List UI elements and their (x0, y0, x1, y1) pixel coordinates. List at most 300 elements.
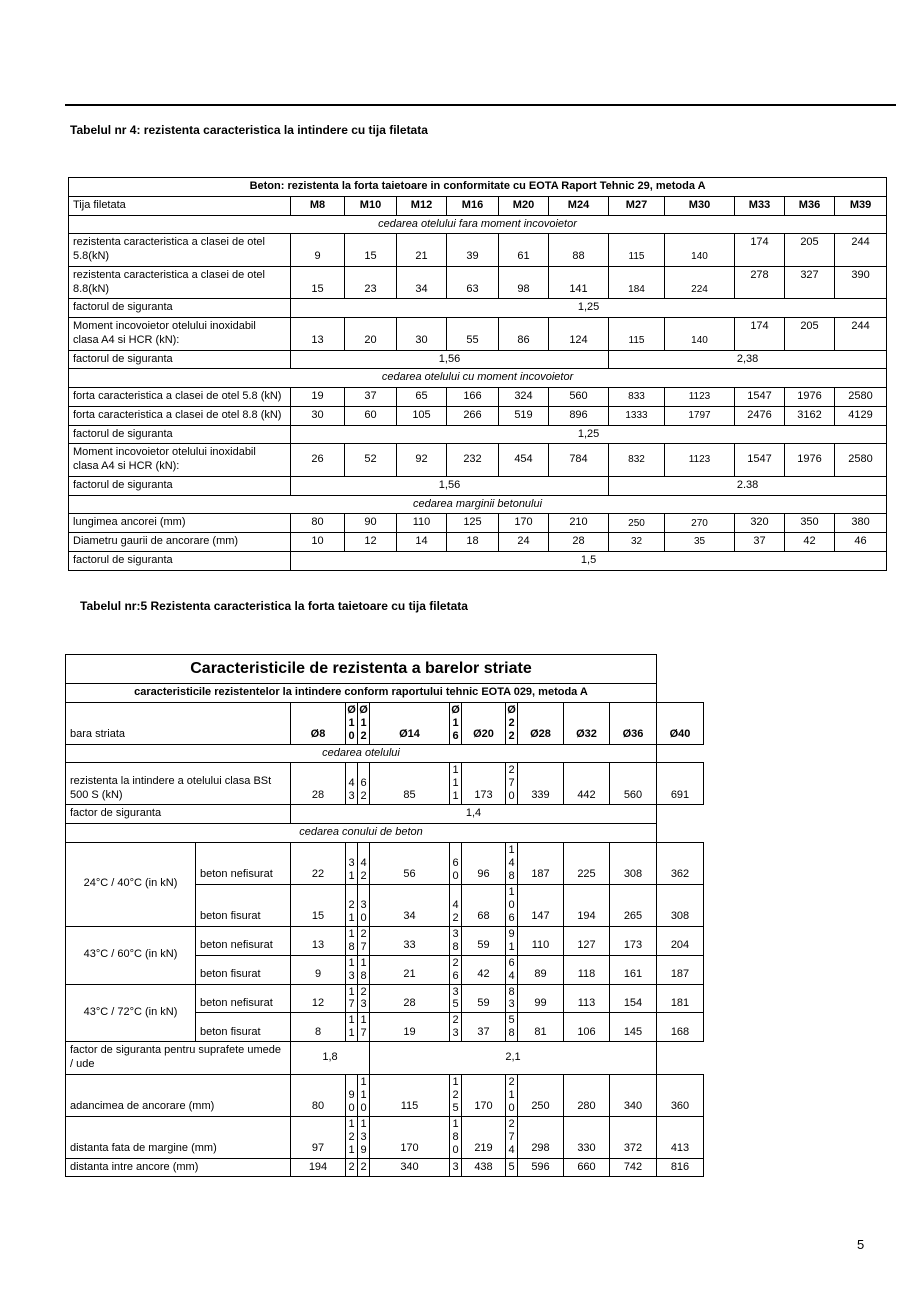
value-cell: 39 (447, 234, 499, 267)
row-label: distanta fata de margine (mm) (66, 1116, 291, 1158)
value-cell: 2,38 (609, 350, 887, 369)
value-cell: 140 (665, 318, 735, 351)
value-cell: 8 (291, 1013, 346, 1042)
value-cell: 1,56 (291, 476, 609, 495)
table-row (69, 406, 887, 425)
column-header: Ø40 (657, 702, 704, 744)
value-cell: 30 (291, 406, 345, 425)
value-cell: 1,25 (291, 299, 887, 318)
value-cell: 115 (609, 234, 665, 267)
value-cell: 784 (549, 444, 609, 477)
value-cell: 32 (609, 533, 665, 552)
value-cell: 141 (549, 266, 609, 299)
row-label: factor de siguranta (66, 805, 291, 824)
row-label: rezistenta caracteristica a clasei de otel 8.8(kN) (69, 266, 291, 299)
value-cell: 12 (345, 533, 397, 552)
value-cell: 274 (506, 1116, 518, 1158)
value-cell: 1,5 (291, 551, 887, 570)
value-cell: 42 (785, 533, 835, 552)
row-label: factor de siguranta pentru suprafete umede / ude (66, 1042, 291, 1075)
value-cell: 161 (610, 955, 657, 984)
value-cell: 170 (499, 514, 549, 533)
value-cell: 205 (785, 234, 835, 267)
value-cell: 173 (462, 763, 506, 805)
value-cell: 42 (450, 884, 462, 926)
value-cell: 13 (291, 318, 345, 351)
value-cell: 14 (397, 533, 447, 552)
row-label: beton fisurat (196, 884, 291, 926)
value-cell: 187 (518, 842, 564, 884)
value-cell: 194 (291, 1158, 346, 1177)
value-cell: 308 (610, 842, 657, 884)
spacer-cell (657, 1042, 704, 1075)
value-cell: 37 (462, 1013, 506, 1042)
table-row (69, 369, 887, 388)
value-cell: 43 (346, 763, 358, 805)
value-cell: 62 (358, 763, 370, 805)
table-row (69, 388, 887, 407)
spacer-cell (657, 805, 704, 824)
value-cell: 2580 (835, 444, 887, 477)
value-cell: 42 (462, 955, 506, 984)
value-cell: 896 (549, 406, 609, 425)
table-row (66, 926, 704, 955)
value-cell: 3 (450, 1158, 462, 1177)
table-row (66, 684, 704, 703)
value-cell: 34 (370, 884, 450, 926)
table-subtitle: caracteristicile rezistentelor la intindere conform raportului tehnic EOTA 029, metoda A (66, 684, 657, 703)
value-cell: 99 (518, 984, 564, 1013)
value-cell: 88 (549, 234, 609, 267)
value-cell: 1976 (785, 444, 835, 477)
value-cell: 125 (450, 1074, 462, 1116)
table5-caption: Tabelul nr:5 Rezistenta caracteristica la forta taietoare cu tija filetata (80, 599, 468, 613)
value-cell: 24 (499, 533, 549, 552)
value-cell: 28 (291, 763, 346, 805)
value-cell: 596 (518, 1158, 564, 1177)
value-cell: 91 (506, 926, 518, 955)
value-cell: 265 (610, 884, 657, 926)
value-cell: 1,4 (291, 805, 657, 824)
row-label: rezistenta caracteristica a clasei de otel 5.8(kN) (69, 234, 291, 267)
value-cell: 64 (506, 955, 518, 984)
value-cell: 205 (785, 318, 835, 351)
value-cell: 18 (358, 955, 370, 984)
row-group-label: 24°C / 40°C (in kN) (66, 842, 196, 926)
value-cell: 127 (564, 926, 610, 955)
value-cell: 280 (564, 1074, 610, 1116)
value-cell: 691 (657, 763, 704, 805)
value-cell: 23 (358, 984, 370, 1013)
column-header: Ø14 (370, 702, 450, 744)
value-cell: 1,25 (291, 425, 887, 444)
section-header: cedarea otelului fara moment incovoietor (69, 215, 887, 234)
column-header: M39 (835, 196, 887, 215)
value-cell: 442 (564, 763, 610, 805)
table-row (69, 266, 887, 299)
value-cell: 17 (346, 984, 358, 1013)
value-cell: 270 (506, 763, 518, 805)
value-cell: 139 (358, 1116, 370, 1158)
table-row (69, 551, 887, 570)
value-cell: 98 (499, 266, 549, 299)
value-cell: 55 (447, 318, 499, 351)
value-cell: 154 (610, 984, 657, 1013)
value-cell: 390 (835, 266, 887, 299)
value-cell: 22 (291, 842, 346, 884)
value-cell: 31 (346, 842, 358, 884)
row-label: forta caracteristica a clasei de otel 5.8 (kN) (69, 388, 291, 407)
row-label: factorul de siguranta (69, 350, 291, 369)
table-row (66, 702, 704, 744)
table-title: Beton: rezistenta la forta taietoare in conformitate cu EOTA Raport Tehnic 29, metoda A (69, 178, 887, 197)
value-cell: 324 (499, 388, 549, 407)
row-label: distanta intre ancore (mm) (66, 1158, 291, 1177)
row-group-label: 43°C / 72°C (in kN) (66, 984, 196, 1042)
value-cell: 30 (358, 884, 370, 926)
value-cell: 320 (735, 514, 785, 533)
value-cell: 270 (665, 514, 735, 533)
value-cell: 816 (657, 1158, 704, 1177)
value-cell: 250 (609, 514, 665, 533)
value-cell: 184 (609, 266, 665, 299)
value-cell: 1547 (735, 388, 785, 407)
value-cell: 60 (345, 406, 397, 425)
column-header: M30 (665, 196, 735, 215)
row-group-label: 43°C / 60°C (in kN) (66, 926, 196, 984)
value-cell: 124 (549, 318, 609, 351)
value-cell: 339 (518, 763, 564, 805)
value-cell: 1123 (665, 388, 735, 407)
value-cell: 327 (785, 266, 835, 299)
table4-caption: Tabelul nr 4: rezistenta caracteristica la intindere cu tija filetata (70, 123, 428, 137)
row-label: factorul de siguranta (69, 551, 291, 570)
value-cell: 2 (358, 1158, 370, 1177)
value-cell: 12 (291, 984, 346, 1013)
value-cell: 3162 (785, 406, 835, 425)
value-cell: 560 (610, 763, 657, 805)
value-cell: 1333 (609, 406, 665, 425)
value-cell: 10 (291, 533, 345, 552)
table-row (66, 655, 704, 684)
table-row (66, 1042, 704, 1075)
value-cell: 2476 (735, 406, 785, 425)
value-cell: 13 (346, 955, 358, 984)
table5-bare-striate (65, 654, 704, 1177)
value-cell: 519 (499, 406, 549, 425)
value-cell: 110 (358, 1074, 370, 1116)
value-cell: 244 (835, 318, 887, 351)
value-cell: 181 (657, 984, 704, 1013)
table-row (69, 299, 887, 318)
value-cell: 42 (358, 842, 370, 884)
row-label: factorul de siguranta (69, 425, 291, 444)
row-label: beton fisurat (196, 955, 291, 984)
value-cell: 90 (345, 514, 397, 533)
value-cell: 340 (370, 1158, 450, 1177)
value-cell: 56 (370, 842, 450, 884)
value-cell: 413 (657, 1116, 704, 1158)
row-label: adancimea de ancorare (mm) (66, 1074, 291, 1116)
value-cell: 30 (397, 318, 447, 351)
value-cell: 278 (735, 266, 785, 299)
value-cell: 140 (665, 234, 735, 267)
row-label: factorul de siguranta (69, 299, 291, 318)
value-cell: 4129 (835, 406, 887, 425)
value-cell: 96 (462, 842, 506, 884)
value-cell: 362 (657, 842, 704, 884)
value-cell: 742 (610, 1158, 657, 1177)
table-row (66, 1074, 704, 1116)
value-cell: 125 (447, 514, 499, 533)
column-header: Ø32 (564, 702, 610, 744)
value-cell: 1123 (665, 444, 735, 477)
value-cell: 18 (447, 533, 499, 552)
top-rule (65, 104, 896, 106)
value-cell: 15 (345, 234, 397, 267)
table-row (66, 805, 704, 824)
value-cell: 105 (397, 406, 447, 425)
value-cell: 35 (450, 984, 462, 1013)
row-label: factorul de siguranta (69, 476, 291, 495)
value-cell: 59 (462, 926, 506, 955)
value-cell: 147 (518, 884, 564, 926)
value-cell: 15 (291, 266, 345, 299)
value-cell: 148 (506, 842, 518, 884)
table4-rezistenta-tija-filetata (68, 177, 887, 571)
value-cell: 174 (735, 318, 785, 351)
spacer-cell (657, 744, 704, 763)
table-row (66, 824, 704, 843)
value-cell: 21 (370, 955, 450, 984)
value-cell: 92 (397, 444, 447, 477)
value-cell: 660 (564, 1158, 610, 1177)
value-cell: 2580 (835, 388, 887, 407)
column-header: Ø36 (610, 702, 657, 744)
value-cell: 380 (835, 514, 887, 533)
table-row (69, 514, 887, 533)
value-cell: 170 (370, 1116, 450, 1158)
value-cell: 115 (609, 318, 665, 351)
value-cell: 194 (564, 884, 610, 926)
value-cell: 250 (518, 1074, 564, 1116)
column-header: M16 (447, 196, 499, 215)
value-cell: 34 (397, 266, 447, 299)
column-header: bara striata (66, 702, 291, 744)
value-cell: 65 (397, 388, 447, 407)
value-cell: 20 (345, 318, 397, 351)
row-label: forta caracteristica a clasei de otel 8.8 (kN) (69, 406, 291, 425)
column-header: M8 (291, 196, 345, 215)
value-cell: 52 (345, 444, 397, 477)
value-cell: 350 (785, 514, 835, 533)
value-cell: 85 (370, 763, 450, 805)
value-cell: 340 (610, 1074, 657, 1116)
column-header: Ø28 (518, 702, 564, 744)
table-row (66, 1158, 704, 1177)
column-header: Ø20 (462, 702, 506, 744)
row-label: rezistenta la intindere a otelului clasa BSt 500 S (kN) (66, 763, 291, 805)
value-cell: 27 (358, 926, 370, 955)
value-cell: 2 (346, 1158, 358, 1177)
value-cell: 166 (447, 388, 499, 407)
value-cell: 121 (346, 1116, 358, 1158)
column-header: M20 (499, 196, 549, 215)
table-row (66, 984, 704, 1013)
column-header: M36 (785, 196, 835, 215)
table-row (69, 215, 887, 234)
value-cell: 21 (346, 884, 358, 926)
value-cell: 1547 (735, 444, 785, 477)
value-cell: 28 (370, 984, 450, 1013)
value-cell: 1797 (665, 406, 735, 425)
value-cell: 90 (346, 1074, 358, 1116)
value-cell: 106 (506, 884, 518, 926)
value-cell: 23 (450, 1013, 462, 1042)
value-cell: 37 (735, 533, 785, 552)
value-cell: 118 (564, 955, 610, 984)
value-cell: 2.38 (609, 476, 887, 495)
value-cell: 168 (657, 1013, 704, 1042)
value-cell: 111 (450, 763, 462, 805)
value-cell: 244 (835, 234, 887, 267)
value-cell: 360 (657, 1074, 704, 1116)
value-cell: 232 (447, 444, 499, 477)
value-cell: 17 (358, 1013, 370, 1042)
value-cell: 23 (345, 266, 397, 299)
value-cell: 454 (499, 444, 549, 477)
value-cell: 560 (549, 388, 609, 407)
section-header: cedarea conului de beton (66, 824, 657, 843)
value-cell: 37 (345, 388, 397, 407)
row-label: beton nefisurat (196, 926, 291, 955)
table-row (66, 744, 704, 763)
value-cell: 180 (450, 1116, 462, 1158)
value-cell: 219 (462, 1116, 506, 1158)
table-row (69, 234, 887, 267)
value-cell: 170 (462, 1074, 506, 1116)
spacer-cell (657, 655, 704, 684)
value-cell: 210 (549, 514, 609, 533)
page-number: 5 (857, 1237, 865, 1252)
table-row (69, 444, 887, 477)
value-cell: 68 (462, 884, 506, 926)
value-cell: 33 (370, 926, 450, 955)
column-header: Ø12 (358, 702, 370, 744)
value-cell: 80 (291, 514, 345, 533)
section-header: cedarea marginii betonului (69, 495, 887, 514)
spacer-cell (657, 684, 704, 703)
value-cell: 59 (462, 984, 506, 1013)
column-header: M10 (345, 196, 397, 215)
value-cell: 298 (518, 1116, 564, 1158)
value-cell: 58 (506, 1013, 518, 1042)
value-cell: 86 (499, 318, 549, 351)
column-header: Ø10 (346, 702, 358, 744)
table-row (69, 495, 887, 514)
table-row (69, 425, 887, 444)
value-cell: 204 (657, 926, 704, 955)
value-cell: 266 (447, 406, 499, 425)
row-label: beton nefisurat (196, 842, 291, 884)
row-label: beton nefisurat (196, 984, 291, 1013)
value-cell: 35 (665, 533, 735, 552)
value-cell: 308 (657, 884, 704, 926)
value-cell: 833 (609, 388, 665, 407)
value-cell: 173 (610, 926, 657, 955)
value-cell: 19 (370, 1013, 450, 1042)
spacer-cell (657, 824, 704, 843)
section-header: cedarea otelului (66, 744, 657, 763)
value-cell: 26 (450, 955, 462, 984)
table-row (69, 318, 887, 351)
section-header: cedarea otelului cu moment incovoietor (69, 369, 887, 388)
table-row (66, 763, 704, 805)
table-row (66, 1116, 704, 1158)
row-label: lungimea ancorei (mm) (69, 514, 291, 533)
value-cell: 113 (564, 984, 610, 1013)
value-cell: 89 (518, 955, 564, 984)
table-row (69, 350, 887, 369)
column-header: Ø16 (450, 702, 462, 744)
value-cell: 11 (346, 1013, 358, 1042)
value-cell: 19 (291, 388, 345, 407)
value-cell: 145 (610, 1013, 657, 1042)
table-title: Caracteristicile de rezistenta a barelor striate (66, 655, 657, 684)
value-cell: 187 (657, 955, 704, 984)
column-header: Ø8 (291, 702, 346, 744)
value-cell: 28 (549, 533, 609, 552)
column-header: M12 (397, 196, 447, 215)
table-row (66, 842, 704, 884)
value-cell: 18 (346, 926, 358, 955)
value-cell: 63 (447, 266, 499, 299)
value-cell: 38 (450, 926, 462, 955)
value-cell: 110 (397, 514, 447, 533)
value-cell: 330 (564, 1116, 610, 1158)
row-label: Moment incovoietor otelului inoxidabil clasa A4 si HCR (kN): (69, 318, 291, 351)
column-header: M33 (735, 196, 785, 215)
value-cell: 61 (499, 234, 549, 267)
value-cell: 106 (564, 1013, 610, 1042)
column-header: M27 (609, 196, 665, 215)
value-cell: 1,56 (291, 350, 609, 369)
value-cell: 46 (835, 533, 887, 552)
column-header: Tija filetata (69, 196, 291, 215)
value-cell: 15 (291, 884, 346, 926)
value-cell: 9 (291, 955, 346, 984)
value-cell: 1,8 (291, 1042, 370, 1075)
value-cell: 225 (564, 842, 610, 884)
value-cell: 60 (450, 842, 462, 884)
value-cell: 81 (518, 1013, 564, 1042)
value-cell: 224 (665, 266, 735, 299)
value-cell: 9 (291, 234, 345, 267)
value-cell: 438 (462, 1158, 506, 1177)
value-cell: 26 (291, 444, 345, 477)
column-header: M24 (549, 196, 609, 215)
value-cell: 1976 (785, 388, 835, 407)
value-cell: 110 (518, 926, 564, 955)
value-cell: 5 (506, 1158, 518, 1177)
table-row (69, 178, 887, 197)
table-row (69, 476, 887, 495)
column-header: Ø22 (506, 702, 518, 744)
value-cell: 80 (291, 1074, 346, 1116)
row-label: beton fisurat (196, 1013, 291, 1042)
table-row (69, 196, 887, 215)
value-cell: 174 (735, 234, 785, 267)
